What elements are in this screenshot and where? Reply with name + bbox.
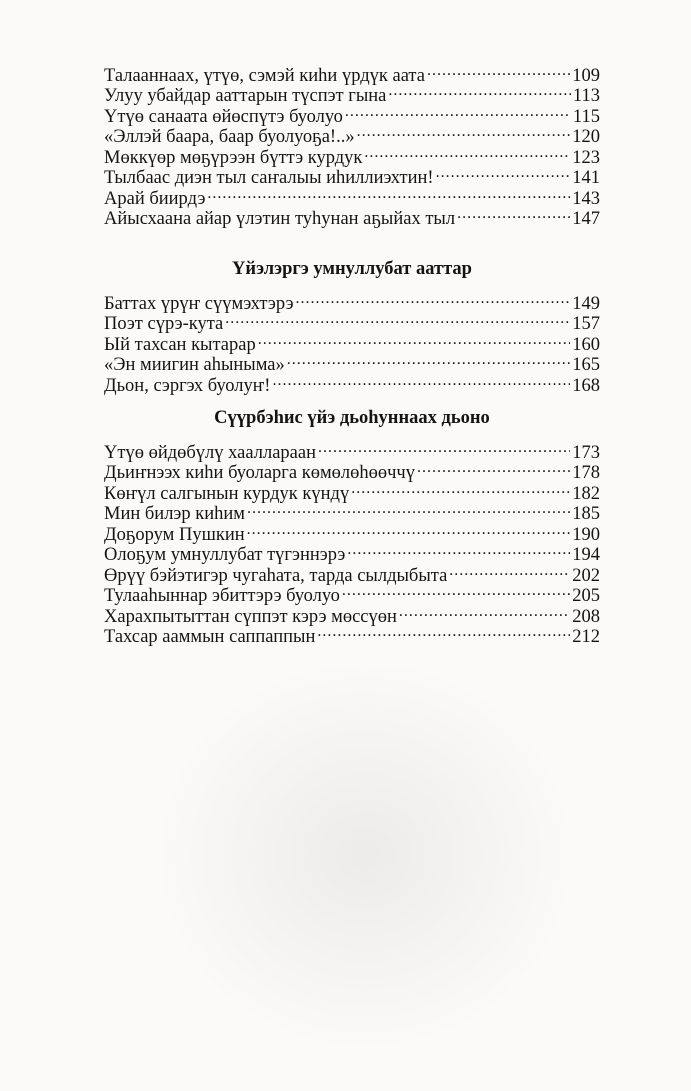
leader-dots xyxy=(225,309,570,330)
toc-entry-page: 168 xyxy=(572,375,600,396)
toc-entry-page: 202 xyxy=(572,565,600,586)
toc-entry-page: 141 xyxy=(572,168,600,188)
leader-dots xyxy=(345,101,571,122)
leader-dots xyxy=(449,560,570,581)
toc-entry-title: Дьиҥнээх киһи буоларга көмөлөһөөччү xyxy=(104,463,415,483)
toc-entry-page: 157 xyxy=(572,314,600,334)
leader-dots xyxy=(399,601,570,622)
section-heading: Үйэлэргэ умнуллубат ааттар xyxy=(232,259,472,279)
leader-dots xyxy=(207,183,570,204)
leader-dots xyxy=(351,478,570,499)
toc-entry-title: Тахсар ааммын саппаппын xyxy=(104,627,316,647)
leader-dots xyxy=(357,122,571,143)
toc-entry-title: «Эллэй баара, баар буолуоҕа!..» xyxy=(104,127,355,147)
toc-entry-page: 149 xyxy=(572,293,600,314)
toc-section-2 xyxy=(104,248,600,396)
toc-entry-title: Олоҕум умнуллубат түгэннэрэ xyxy=(104,545,346,565)
leader-dots xyxy=(457,204,570,225)
toc-entry-title: Тулааһыннар эбиттэрэ буолуо xyxy=(104,586,340,606)
toc-entry-title: Мин билэр киһим xyxy=(104,504,245,524)
leader-dots xyxy=(287,350,570,371)
toc-entry-page: 165 xyxy=(572,355,600,375)
leader-dots xyxy=(427,60,570,81)
toc-entry xyxy=(104,437,600,463)
toc-entry-title: Өрүү бэйэтигэр чугаһата, тарда сылдыбыта xyxy=(104,565,448,586)
toc-entry-page: 120 xyxy=(572,127,600,147)
leader-dots xyxy=(296,288,571,309)
toc-entry-title: Дьон, сэргэх буолуҥ! xyxy=(104,375,271,396)
toc-entry-title: Мөккүөр мөҕүрээн бүттэ курдук xyxy=(104,147,363,168)
toc-entry-title: Арай биирдэ xyxy=(104,188,206,209)
toc-entry-title: Үтүө өйдөбүлү хааллараан xyxy=(104,442,316,463)
leader-dots xyxy=(247,499,570,520)
leader-dots xyxy=(342,581,570,602)
toc-entry-page: 205 xyxy=(572,586,600,606)
toc-entry-page: 113 xyxy=(572,86,600,106)
toc-entry-title: Үтүө санаата өйөспүтэ буолуо xyxy=(104,106,343,127)
toc-entry-page: 160 xyxy=(572,334,600,355)
leader-dots xyxy=(417,458,570,479)
toc-entry-page: 182 xyxy=(572,483,600,504)
toc-entry-title: Талааннаах, үтүө, сэмэй киһи үрдүк аата xyxy=(104,65,425,86)
leader-dots xyxy=(388,81,571,102)
leader-dots xyxy=(364,142,570,163)
toc-section-1 xyxy=(104,60,600,229)
toc-entry-page: 194 xyxy=(572,545,600,565)
toc-entry-page: 212 xyxy=(572,627,600,647)
toc-entry-page: 178 xyxy=(572,463,600,483)
toc-entry-page: 143 xyxy=(572,188,600,209)
leader-dots xyxy=(317,622,570,643)
toc-entry-title: Харахпытыттан сүппэт кэрэ мөссүөн xyxy=(104,606,397,627)
leader-dots xyxy=(272,370,570,391)
toc-entry-title: Баттах үрүҥ сүүмэхтэрэ xyxy=(104,293,294,314)
toc-entry-title: «Эн миигин аһыныма» xyxy=(104,355,285,375)
toc-entry-title: Тылбаас диэн тыл саҥалыы иһиллиэхтин! xyxy=(104,168,434,188)
toc-entry-title: Поэт сүрэ-кута xyxy=(104,314,224,334)
toc-entry xyxy=(104,60,600,86)
toc-entry-page: 185 xyxy=(572,504,600,524)
leader-dots xyxy=(436,163,571,184)
toc-entry xyxy=(104,288,600,314)
section-heading: Сүүрбэһис үйэ дьоһуннаах дьоно xyxy=(214,408,490,428)
bleed-through-shadow xyxy=(150,655,580,1055)
toc-entry-title: Ый тахсан кытарар xyxy=(104,334,256,355)
toc-entry-page: 115 xyxy=(572,106,600,127)
toc-entry-page: 173 xyxy=(572,442,600,463)
toc-entry-title: Доҕорум Пушкин xyxy=(104,524,245,545)
leader-dots xyxy=(318,437,570,458)
leader-dots xyxy=(258,329,571,350)
toc-entry-page: 147 xyxy=(572,209,600,229)
toc-entry-title: Айысхаана айар үлэтин туһунан аҕыйах тыл xyxy=(104,209,456,229)
toc-entry-page: 208 xyxy=(572,606,600,627)
toc-entry-page: 123 xyxy=(572,147,600,168)
toc-entry-title: Улуу убайдар ааттарын түспэт гына xyxy=(104,86,387,106)
toc-entry-page: 190 xyxy=(572,524,600,545)
toc-entry-title: Көҥүл салгынын курдук күндү xyxy=(104,483,350,504)
toc-section-3 xyxy=(104,397,600,647)
toc-entry-page: 109 xyxy=(572,65,600,86)
leader-dots xyxy=(347,540,570,561)
leader-dots xyxy=(247,519,571,540)
